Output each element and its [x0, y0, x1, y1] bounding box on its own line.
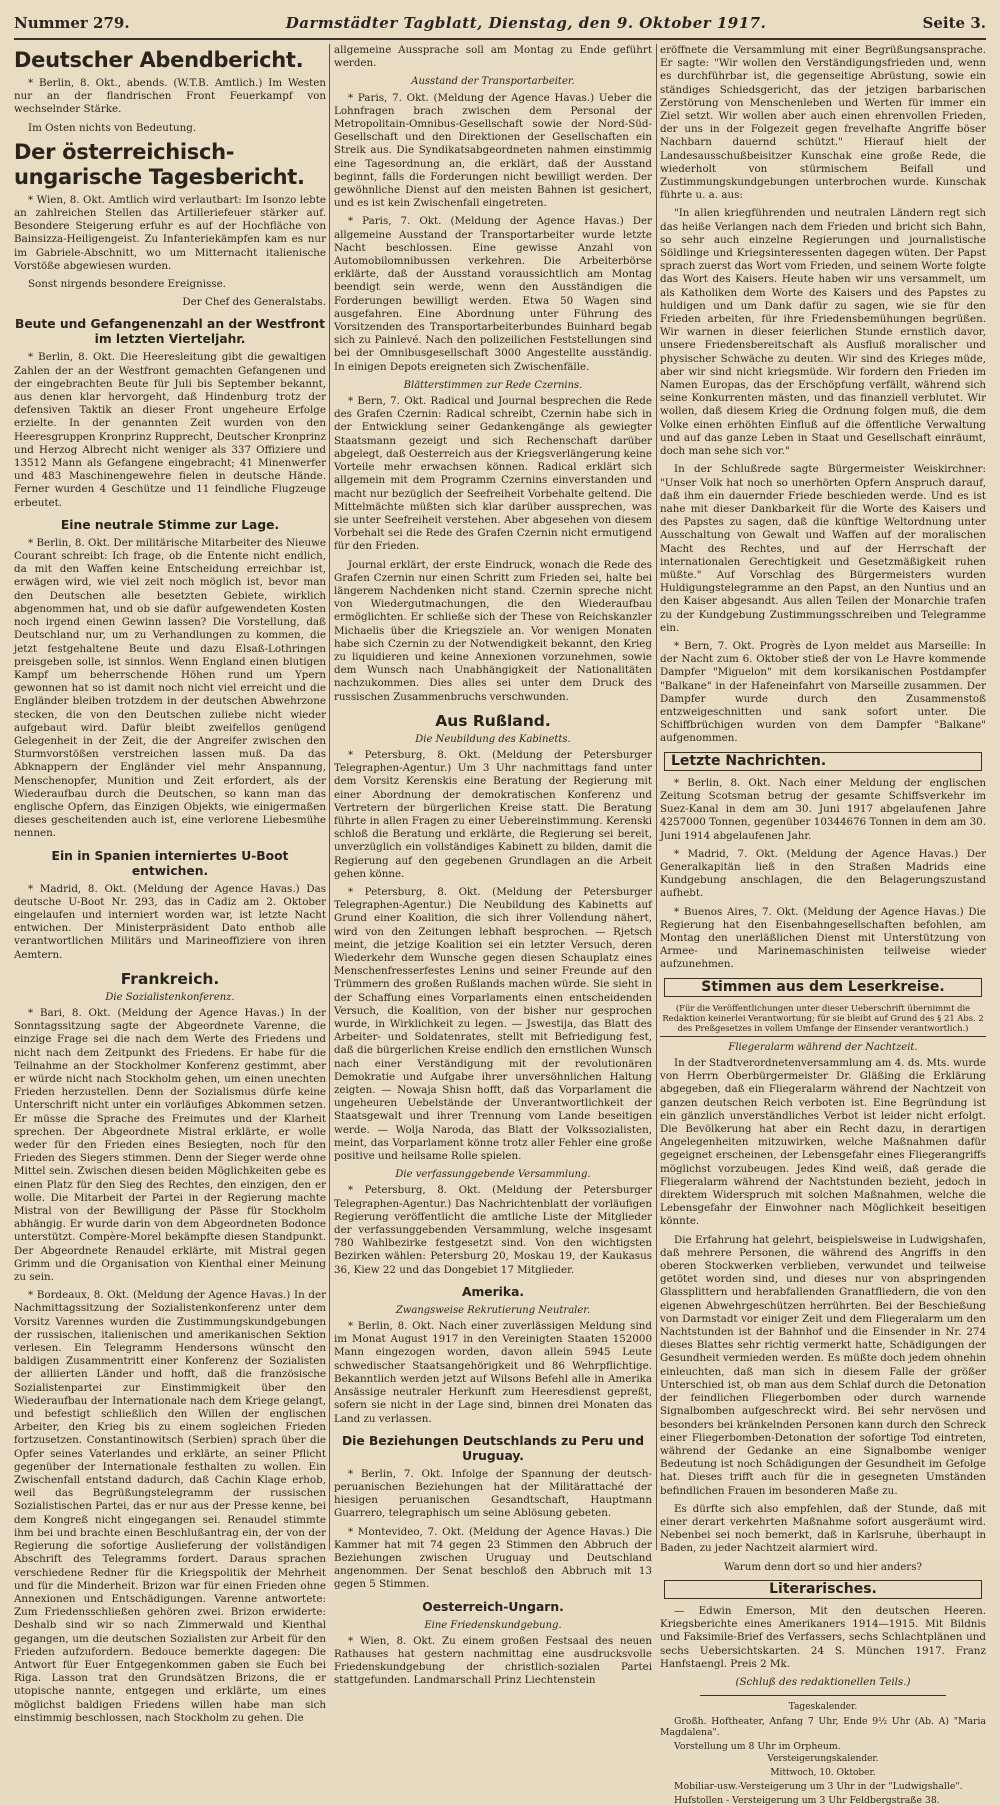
article-paragraph: * Paris, 7. Okt. (Meldung der Agence Havas.) Der allgemeine Ausstand der Transportarbeiter wurde letzte Nacht beschlossen. Eine gewisse Anzahl von Automobilomnibussen verkehren. Die Arbeiterbörse erklärte, daß der Ausstand voraussichtlich am Montag beendigt sein werde, wenn den Ausständigen die Forderungen bewilligt werden. Etwa 50 Wagen sind ausgefahren. Eine Abordnung unter Führung des Vorsitzenden des Transportarbeiterbundes Buinhard begab sich zu Painlevé. Nach den polizeilichen Feststellungen sind bei der Omnibusgesellschaft 3000 Angestellte ausständig. In einigen Depots ereigneten sich Zwischenfälle.: [334, 215, 652, 373]
article-paragraph: * Bordeaux, 8. Okt. (Meldung der Agence Havas.) In der Nachmittagssitzung der Sozialistenkonferenz unter dem Vorsitz Varennes wurden die Zustimmungskundgebungen der russischen, italienischen und amerikanischen Sektion verlesen. Ein Telegramm Hendersons wünscht den baldigen Zusammentritt einer Konferenz der Sozialisten der alliierten Länder und hofft, daß die französische Sozialistenpartei zur Einstimmigkeit über den Wiederaufbau der Internationale nach dem Kriege gelangt, und befestigt schließlich den Willen der englischen Arbeiter, den Krieg bis zu einem sogleichen Frieden fortzusetzen. Constantinowitsch (Serbien) sprach über die Opfer seines Vaterlandes und erklärte, an seiner Pflicht gegenüber der Internationale festhalten zu wollen. Ein Zwischenfall entstand dadurch, daß Cachin Klage erhob, weil das Begrüßungstelegramm der russischen Sozialistischen Partei, das er nur aus der Presse kenne, bei dem Kongreß nicht eingegangen sei. Renaudel stimmte ihm bei und brachte einen Beschlußantrag ein, der von der Regierung die sofortige Auslieferung der vollständigen Abschrift des Telegramms fordert. Daraus sprachen verschiedene Redner für die Kriegspolitik der Mehrheit und für die Minderheit. Brizon war für einen Frieden ohne Annexionen und Entschädigungen. Varenne antwortete: Zum Friedensschließen gehören zwei. Brizon erwiderte: Deshalb sind wir so nach Zimmerwald und Kienthal gegangen, um die deutschen Sozialisten zur Arbeit für den Frieden aufzufordern. Bedouce bemerkte dagegen: Die Antwort für Euer Entgegenkommen gaben sie Euch bei Riga. Lasson trat den Grundsätzen Brizons, die er utopische nannte, entgegen und erklärte, um eines möglichst baldigen Friedens willen habe man sich einstimmig beschlossen, nach Stockholm zu gehen. Die: [14, 1289, 326, 1724]
article-paragraph: Es dürfte sich also empfehlen, daß der Stunde, daß mit einer derart verkehrten Maßnahme sofort ausgeräumt wird. Nebenbei sei noch bemerkt, daß in Karlsruhe, überhaupt in Baden, zu jeder Nachtzeit alarmiert wird.: [660, 1502, 986, 1555]
article-paragraph: Journal erklärt, der erste Eindruck, wonach die Rede des Grafen Czernin nur einen Schritt zum Frieden sei, halte bei längerem Nachdenken nicht stand. Czernin spreche nicht von Wiedergutmachungen, die den Wiederaufbau ermöglichten. Er schließe sich der These von Reichskanzler Michaelis über die Kriegsziele an. Vor wenigen Monaten habe sich Czernin zu der Notwendigkeit bekannt, den Krieg zu liquidieren und keine Annexionen vorzunehmen, sowie dem Wunsch nach Unabhängigkeit der Nationalitäten nachzukommen. Dies alles sei unter dem Druck des russischen Zusammenbruchs verschwunden.: [334, 558, 652, 703]
issue-number: Nummer 279.: [14, 14, 130, 32]
article-paragraph: In der Schlußrede sagte Bürgermeister Weiskirchner: "Unser Volk hat noch so unerhörten Opfern Anspruch darauf, daß ihm ein dauernder Friede beschieden werde. Und es ist nahe mit dieser Dankbarkeit für die Worte des Kaisers und des Papstes zu sagen, daß die künftige Weltordnung unter Ausschaltung von Gewalt und Waffen auf der moralischen Macht des Rechtes, und auf der Herrschaft der internationalen Gerechtigkeit und Gesetzmäßigkeit ruhen müßte." Auf Vorschlag des Bürgermeisters wurden Huldigungstelegramme an den Papst, an den Nuntius und an den Kaiser abgesandt. Aus allen Teilen der Monarchie trafen zu der Kundgebung Zustimmungsschreiben und Telegramme ein.: [660, 463, 986, 634]
column-rule: [656, 44, 657, 1550]
section-headline: Aus Rußland.: [435, 711, 551, 730]
column-rule: [329, 44, 330, 1550]
article-paragraph: * Bern, 7. Okt. Progrès de Lyon meldet aus Marseille: In der Nacht zum 6. Oktober stieß der von Le Havre kommende Dampfer "Miguelon" mit dem korsikanischen Postdampfer "Balkane" in der Hafeneinfahrt von Marseille zusammen. Der Dampfer wurde durch den Zusammenstoß entzweigeschnitten und sank sofort unter. Die Schiffbrüchigen wurden von dem Dampfer "Balkane" aufgenommen.: [660, 639, 986, 745]
article-subheadline: Ausstand der Transportarbeiter.: [411, 76, 575, 88]
article-subheadline: Die Sozialistenkonferenz.: [105, 991, 235, 1003]
calendar-entry: Vorstellung um 8 Uhr im Orpheum.: [674, 1740, 841, 1752]
article-paragraph: * Berlin, 8. Okt. Nach einer zuverlässigen Meldung sind im Monat August 1917 in den Vereinigten Staaten 152000 Mann eingezogen worden, davon allein 5945 Leute schwedischer Staatsangehörigkeit und 86 Wehrpflichtige. Bekanntlich werden jetzt auf Wilsons Befehl alle in Amerika Ansässige neutraler Herkunft zum Heeresdienst gepreßt, sofern sie nicht in der Lage sind, binnen drei Monaten das Land zu verlassen.: [334, 1320, 652, 1425]
divider: [700, 1695, 946, 1696]
column-2: [334, 44, 652, 1687]
editorial-end-note: (Schluß des redaktionellen Teils.): [735, 1675, 911, 1688]
section-headline: Oesterreich-Ungarn.: [422, 1599, 564, 1614]
article-subheadline: Die Neubildung des Kabinetts.: [415, 733, 571, 745]
calendar-title: Versteigerungskalender.: [767, 1754, 879, 1765]
article-paragraph: * Wien, 8. Okt. Zu einem großen Festsaal des neuen Rathauses hat gestern nachmittag eine ausdrucksvolle Friedenskundgebung der christlich-sozialen Partei stattgefunden. Landmarschall Prinz Liechtenstein: [334, 1634, 652, 1687]
article-headline: Der österreichisch-ungarische Tagesbericht.: [14, 139, 305, 189]
column-3: [660, 44, 986, 1806]
calendar-entry: Hufstollen - Versteigerung um 3 Uhr Feldbergstraße 38.: [674, 1794, 940, 1806]
article-paragraph: Die Erfahrung hat gelehrt, beispielsweise in Ludwigshafen, daß mehrere Personen, die während des Angriffs in den oberen Stockwerken verblieben, verwundet und teilweise getötet worden sind, und dieses nur von abspringenden Glassplittern und herabfallenden Granatfliedern, die von den eigenen Abwehrgeschützen herrührten. Bei der Beschießung von Darmstadt vor einiger Zeit und dem Fliegeralarm um den Nachtstunden ist der Bahnhof und die Einsender in Nr. 274 dieses Blattes sehr richtig vermerkt hatte, Schädigungen der Gesundheit vermieden werden. Es müßte doch jedem ohnehin einleuchten, daß man sich in diesem Falle der größer Unterschied ist, ob man aus dem Schlaf durch die Detonation der feindlichen Fliegerbomben oder durch warnende Signalbomben aufgeschreckt wird. Bei sehr nervösen und besonders bei kränkelnden Personen kann durch den Schreck einer Fliegerbomben-Detonation der sofortige Tod eintreten, während der Gedanke an eine Signalbombe weniger Bedeutung ist noch Schädigungen der Gesundheit im Gefolge hat. Dieses trifft auch für die in gesegneten Umständen befindlichen Frauen im besonderen Maße zu.: [660, 1233, 986, 1497]
article-paragraph: * Buenos Aires, 7. Okt. (Meldung der Agence Havas.) Die Regierung hat den Eisenbahngesellschaften befohlen, am Montag den unerläßlichen Dienst mit Unterstützung von Armee- und Marinemaschinisten teilweise wieder aufzunehmen.: [660, 905, 986, 971]
calendar-title: Tageskalender.: [788, 1702, 858, 1713]
calendar-date: Mittwoch, 10. Oktober.: [770, 1767, 876, 1778]
editorial-disclaimer: (Für die Veröffentlichungen unter dieser Ueberschrift übernimmt die Redaktion keinerlei Verantwortung; für sie bleibt auf Grund des § 21 Abs. 2 des Preßgesetzes in vollem Umfange der Einsender verantwortlich.): [660, 1003, 986, 1037]
article-paragraph: Im Osten nichts von Bedeutung.: [28, 121, 197, 134]
article-paragraph: * Montevideo, 7. Okt. (Meldung der Agence Havas.) Die Kammer hat mit 74 gegen 23 Stimmen den Abbruch der Beziehungen zwischen Uruguay und Deutschland angenommen. Der Senat beschloß den Abbruch mit 13 gegen 5 Stimmen.: [334, 1525, 652, 1591]
section-headline: Amerika.: [461, 1284, 525, 1299]
section-headline-box: Letzte Nachrichten.: [664, 752, 982, 771]
article-paragraph: In der Stadtverordnetenversammlung am 4. ds. Mts. wurde von Herrn Oberbürgermeister Dr. Gläßing die Erklärung abgegeben, daß ein Fliegeralarm während der Nachtzeit von ganzen deutschen Reich verboten ist. Eine Begründung ist ein gänzlich unverständliches Verbot ist leider nicht erfolgt. Die Bevölkerung hat aber ein Recht dazu, in derartigen Angelegenheiten mitzuwirken, welche Maßnahmen dafür gegeignet erscheinen, der Lebensgefahr eines Fliegerangriffs möglichst vorzubeugen. Jedes Kind weiß, daß gerade die Fliegeralarm während der Nachtstunden bezieht, jedoch in direktem Widerspruch mit solchen Maßnahmen, welche die Lebensgefahr der Einwohner nach Möglichkeit beseitigen könnte.: [660, 1057, 986, 1228]
calendar-entry: Großh. Hoftheater, Anfang 7 Uhr, Ende 9½ Uhr (Ab. A) "Maria Magdalena".: [660, 1715, 986, 1739]
article-signature: Der Chef des Generalstabs.: [182, 296, 326, 309]
article-headline: Ein in Spanien interniertes U-Boot entwichen.: [51, 848, 289, 878]
article-paragraph: — Edwin Emerson, Mit den deutschen Heeren. Kriegsberichte eines Amerikaners 1914—1915. Mit Bildnis und Faksimile-Brief des Verfassers, sechs Schlachtplänen und sechs Uebersichtskarten. 24 S. München 1917. Franz Hanfstaengl. Preis 2 Mk.: [660, 1604, 986, 1670]
article-headline: Die Beziehungen Deutschlands zu Peru und Uruguay.: [341, 1433, 645, 1463]
article-paragraph: * Petersburg, 8. Okt. (Meldung der Petersburger Telegraphen-Agentur.) Das Nachrichtenblatt der vorläufigen Regierung veröffentlicht die amtliche Liste der Mitglieder der verfassunggebenden Versammlung, welche insgesamt 780 Wahlbezirke festgesetzt sind. Von den wichtigsten Bezirken wählen: Petersburg 20, Moskau 19, der Kaukasus 36, Kiew 22 und das Dongebiet 17 Mitglieder.: [334, 1184, 652, 1276]
article-paragraph: * Bern, 7. Okt. Radical und Journal besprechen die Rede des Grafen Czernin: Radical schreibt, Czernin habe sich in der Entwicklung seiner Gedankengänge als gewiegter Staatsmann gezeigt und sich Rechenschaft darüber abgelegt, daß Oesterreich aus der Kriegsverlängerung keine Vorteile mehr erwachsen können. Radical erklärt sich allgemein mit dem Programm Czernins einverstanden und macht nur bezüglich der Seefreiheit Vorbehalte geltend. Die Mittelmächte müßten sich klar darüber aussprechen, was sie unter Seefreiheit verstehen. Aber abgesehen von diesem Vorbehalt sei die Rede des Grafen Czernin nicht ermutigend für den Frieden.: [334, 395, 652, 553]
article-subheadline: Zwangsweise Rekrutierung Neutraler.: [395, 1304, 591, 1316]
article-subheadline: Blätterstimmen zur Rede Czernins.: [403, 379, 583, 391]
article-paragraph: * Wien, 8. Okt. Amtlich wird verlautbart: Im Isonzo lebte an zahlreichen Stellen das Artilleriefeuer stärker auf. Besondere Steigerung erfuhr es auf der Hochfläche von Bainsizza-Heiligengeist. Zu Infanteriekämpfen kam es nur im Gabriele-Abschnitt, wo um Mitternacht italienische Vorstöße abgewiesen wurden.: [14, 193, 326, 272]
calendar-entry: Mobiliar-usw.-Versteigerung um 3 Uhr in der "Ludwigshalle".: [674, 1781, 963, 1793]
article-paragraph: * Madrid, 8. Okt. (Meldung der Agence Havas.) Das deutsche U-Boot Nr. 293, das in Cadiz am 2. Oktober eingelaufen und interniert worden war, ist letzte Nacht entwichen. Der Ministerpräsident Dato enthob alle verantwortlichen Militärs und Marineoffiziere von ihren Aemtern.: [14, 882, 326, 961]
article-subheadline: Fliegeralarm während der Nachtzeit.: [728, 1041, 918, 1053]
section-headline: Frankreich.: [120, 969, 220, 988]
page-header: [14, 8, 986, 40]
article-headline: Beute und Gefangenenzahl an der Westfront im letzten Vierteljahr.: [14, 317, 326, 347]
article-paragraph: Warum denn dort so und hier anders?: [723, 1560, 923, 1573]
article-paragraph: * Bari, 8. Okt. (Meldung der Agence Havas.) In der Sonntagssitzung sagte der Abgeordnete Varenne, die einzige Frage sei die nach dem Werte des Friedens und nicht nach dem Zeitpunkt des Friedens. Er habe für die Teilnahme an der Stockholmer Konferenz gestimmt, aber er würde nicht nach Stockholm gehen, um einen unechten Frieden herzustellen. Denn der Sozialismus dürfe keine Unterschrift nicht unter ein vorläufiges Abkommen setzen. Er müsse die Sprache des Freimutes und der Klarheit sprechen. Der Abgeordnete Mistral erklärte, er wolle weder für den Frieden eines Besiegten, noch für den Frieden des Siegers stimmen. Denn der Sieger werde ohne Mittel sein. Zwischen diesen beiden Möglichkeiten gebe es einen Platz für den Sieg des Rechtes, den einzigen, den er wolle. Die Mitarbeit der Partei in der Regierung machte Mistral von der Bewilligung der Pässe für Stockholm abhängig. Er wurde darin von dem Abgeordneten Bodonce unterstützt. Compère-Morel bekämpfte diesen Standpunkt. Der Abgeordnete Renaudel erklärte, mit Mistral gegen Grimm und die Organisation von Kienthal einer Meinung zu sein.: [14, 1006, 326, 1284]
article-subheadline: Die verfassunggebende Versammlung.: [395, 1169, 591, 1181]
article-paragraph: * Madrid, 7. Okt. (Meldung der Agence Havas.) Der Generalkapitän ließ in den Straßen Madrids eine Kundgebung anschlagen, die den Belagerungszustand aufhebt.: [660, 847, 986, 900]
article-subheadline: Eine Friedenskundgebung.: [424, 1619, 562, 1631]
article-paragraph: * Petersburg, 8. Okt. (Meldung der Petersburger Telegraphen-Agentur.) Um 3 Uhr nachmittags fand unter dem Vorsitz Kerenskis eine Beratung der Regierung mit einer Abordnung der demokratischen Konferenz und Vertretern der bürgerlichen Kreise statt. Die Beratung führte in allen Fragen zu einer Uebereinstimmung. Kerenski schloß die Beratung und erklärte, die Regierung sei bereit, unverzüglich ein vollständiges Kabinett zu bilden, damit die Regierung auf den gegebenen Grundlagen an die Arbeit gehen könne.: [334, 748, 652, 880]
page-number: Seite 3.: [922, 14, 986, 32]
article-paragraph: * Berlin, 8. Okt. Nach einer Meldung der englischen Zeitung Scotsman betrug der gesamte Schiffsverkehr im Suez-Kanal in dem am 30. Juni 1917 abgelaufenen Jahre 4257000 Tonnen, gegenüber 10344676 Tonnen in dem am 30. Juni 1914 abgelaufenen Jahr.: [660, 776, 986, 842]
article-paragraph: * Berlin, 7. Okt. Infolge der Spannung der deutsch-peruanischen Beziehungen hat der Militärattaché der hiesigen peruanischen Gesandtschaft, Hauptmann Guarrero, telegraphisch um seine Ablösung gebeten.: [334, 1467, 652, 1520]
article-paragraph: * Berlin, 8. Okt. Der militärische Mitarbeiter des Nieuwe Courant schreibt: Ich frage, ob die Entente nicht endlich, da mit den Waffen keine Entscheidung erreichbar ist, erwägen wird, wie viel zeit noch möglich ist, bevor man den Deutschen alle besetzten Gebiete, wirklich abgenommen hat, und ob sie dafür aufgewendeten Kosten noch irgend einen Gewinn lassen? Die Vorstellung, daß Deutschland nur, um zu Verhandlungen zu kommen, die jetzt festgehaltene Beute und dazu Elsaß-Lothringen preisgeben solle, ist sinnlos. Wenn England einen blutigen Kampf um beherrschende Höhen rund um Ypern gewonnen hat so ist damit noch nicht viel erreicht und die Engländer bleiben trotzdem in der deutschen Abwehrzone stecken, die von den Deutschen zuliebe nicht wieder aufgebaut wird. Dafür bleibt zweifellos genügend Gelegenheit in der Zeit, die der Angreifer zwischen den Sturmvorstößen verstreichen lassen muß. Da das Abknappern der Engländer viel mehr Anspannung, Menschenopfer, Munition und Zeit erfordert, als der Wiederaufbau durch die Deutschen, so kann man das englische Opfern, das Einzigen Objekts, wie einigermaßen dieses gescheitenden auch ist, eine verlorene Liebesmühe nennen.: [14, 536, 326, 840]
day-calendar: [660, 1702, 986, 1806]
article-headline: Eine neutrale Stimme zur Lage.: [60, 517, 280, 532]
newspaper-title: Darmstädter Tagblatt, Dienstag, den 9. Oktober 1917.: [285, 14, 767, 32]
article-paragraph: * Petersburg, 8. Okt. (Meldung der Petersburger Telegraphen-Agentur.) Die Neubildung des Kabinetts auf Grund einer Koalition, die sich ihrer Vollendung nähert, wird von den Zeitungen lebhaft besprochen. — Rjetsch meint, die jetzige Koalition sei ein letzter Versuch, deren Wiederkehr dem Wunsche gegen diesen Schauplatz eines Menschenfresserfestes Lenins und seiner Freunde auf den Trümmern des großen Rußlands machen würde. Sie sieht in der Schaffung eines Vorparlaments einen entscheidenden Versuch, die Koalition, von der bisher nur gesprochen wurde, in Wirklichkeit zu legen. — Jswestija, das Blatt des Arbeiter- und Soldatenrates, stellt mit Befriedigung fest, daß die bürgerlichen Kreise endlich den ernstlichen Wunsch nach einer Verständigung mit der revolutionären Demokratie und Aufgabe ihrer unversöhnlichen Haltung zeigten. — Nowaja Shisn hofft, daß das Vorparlament die ungeheuren Uebelstände der Unverantwortlichkeit der Staatsgewalt und ihrer Trennung vom Lande beseitigen werde. — Wolja Naroda, das Blatt der Volkssozialisten, meint, das Vorparlament könne trotz aller Fehler eine große positive und heilsame Rolle spielen.: [334, 885, 652, 1163]
article-paragraph: allgemeine Aussprache soll am Montag zu Ende geführt werden.: [334, 44, 652, 70]
article-paragraph: Sonst nirgends besondere Ereignisse.: [28, 278, 226, 291]
article-paragraph: * Berlin, 8. Okt. Die Heeresleitung gibt die gewaltigen Zahlen der an der Westfront gemachten Gefangenen und der eingebrachten Beute für Juli bis September bekannt, aus denen klar hervorgeht, daß Hindenburg trotz der defensiven Taktik an dieser Front ungeheure Erfolge erzielte. In der genannten Zeit wurden von den Heeresgruppen Kronprinz Rupprecht, Deutscher Kronprinz und Herzog Albrecht nicht weniger als 337 Offiziere und 13512 Mann als Gefangene eingebracht; 41 Minenwerfer und 483 Maschinengewehre fielen in deutsche Hände. Ferner wurden 4 Geschütze und 11 feindliche Flugzeuge erbeutet.: [14, 351, 326, 509]
article-paragraph: * Berlin, 8. Okt., abends. (W.T.B. Amtlich.) Im Westen nur an der flandrischen Front Feuerkampf von wechselnder Stärke.: [14, 77, 326, 116]
article-paragraph: * Paris, 7. Okt. (Meldung der Agence Havas.) Ueber die Lohnfragen brach zwischen dem Personal der Metropolitain-Omnibus-Gesellschaft sowie der Nord-Süd-Gesellschaft und den Direktionen der Gesellschaften ein Streik aus. Die Syndikatsabgeordneten nahmen einstimmig eine Tagesordnung an, die erklärt, daß der Ausstand beginnt, falls die Forderungen nicht bewilligt werden. Der gewöhnliche Dienst auf den meisten Bahnen ist gesichert, und es ist kein Zwischenfall eingetreten.: [334, 91, 652, 210]
section-headline-box: Stimmen aus dem Leserkreise.: [664, 978, 982, 997]
section-headline-box: Literarisches.: [664, 1580, 982, 1599]
article-paragraph: eröffnete die Versammlung mit einer Begrüßungsansprache. Er sagte: "Wir wollen den Verständigungsfrieden und, wenn es durchführbar ist, die gegenseitige Abrüstung, sowie ein ständiges Schiedsgericht, das der jetzigen barbarischen Zerstörung von Menschenleben und Werten für immer ein Ziel setzt. Wir wollen aber auch einen ehrenvollen Frieden, der uns in der Folgezeit gegen frevelhafte Angriffe böser Nachbarn dauernd schützt." Hierauf hielt der Landesausschußbeisitzer Kunschak eine große Rede, die wiederholt von stürmischem Beifall und Zustimmungskundgebungen unterbrochen wurde. Kunschak führte u. a. aus:: [660, 44, 986, 202]
article-paragraph: "In allen kriegführenden und neutralen Ländern regt sich das heiße Verlangen nach dem Frieden und bricht sich Bahn, so sehr auch einzelne Regierungen und journalistische Söldlinge und Kriegsinteressenten dagegen wüten. Der Papst sprach zuerst das Wort vom Frieden, und seinem Worte folgte das Wort des Kaisers. Heute haben wir uns versammelt, um als Katholiken dem Worte des Kaisers und des Papstes zu huldigen und um Dank dafür zu sagen, wie sie für den Frieden arbeiten, für ihre Friedensbemühungen begrüßen. Wir warnen in dieser feierlichen Stunde ernstlich davor, unsere Friedensbereitschaft als Ausfluß moralischer und physischer Schwäche zu deuten. Wir sind des Krieges müde, aber wir sind nicht kriegsmüde. Wir fordern den Frieden im Namen Europas, das der Erschöpfung verfällt, während sich seine Konkurrenten mästen, und das finanziell verblutet. Wir wollen, daß diesem Krieg die Ordnung folgen muß, die dem Volke einen erhöhten Einfluß auf die öffentliche Verwaltung und auf das ganze Leben in Staat und Gesellschaft einräumt, doch man sehe sich vor.": [660, 207, 986, 458]
column-1: [14, 44, 326, 1724]
article-headline: Deutscher Abendbericht.: [14, 48, 304, 72]
